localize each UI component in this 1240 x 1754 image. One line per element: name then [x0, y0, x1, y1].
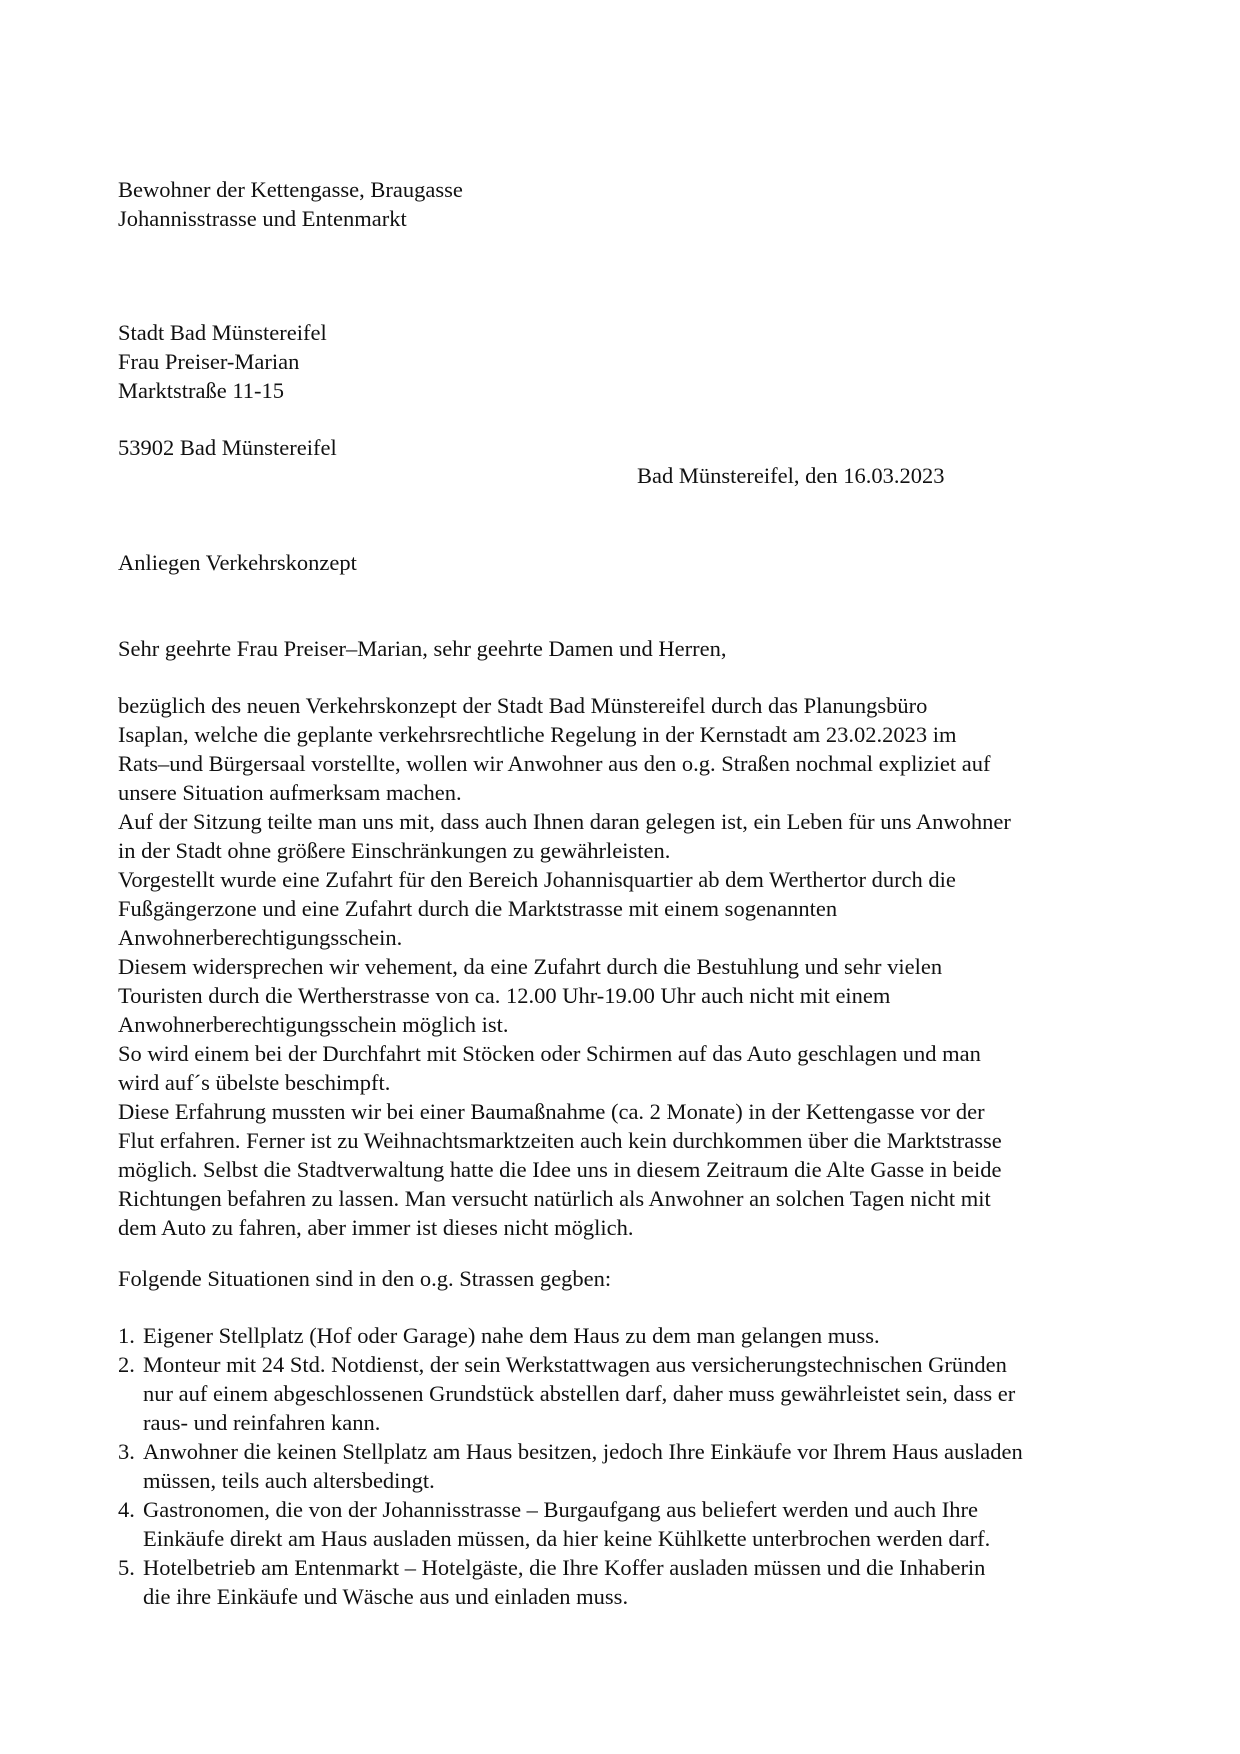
list-item-number: 1.	[118, 1323, 135, 1348]
subject-line: Anliegen Verkehrskonzept	[118, 550, 357, 575]
body-line: Anwohnerberechtigungsschein möglich ist.	[118, 1012, 509, 1037]
salutation	[118, 634, 1158, 663]
situation-list	[118, 1321, 1158, 1611]
body-line: Anwohnerberechtigungsschein.	[118, 925, 403, 950]
list-item-text: Einkäufe direkt am Haus ausladen müssen, da hier keine Kühlkette unterbrochen werden darf.	[143, 1526, 991, 1551]
list-item	[118, 1553, 1158, 1611]
list-item-text: raus- und reinfahren kann.	[143, 1410, 381, 1435]
list-item-text: Anwohner die keinen Stellplatz am Haus besitzen, jedoch Ihre Einkäufe vor Ihrem Haus ausladen	[143, 1439, 1023, 1464]
list-item-text: Eigener Stellplatz (Hof oder Garage) nahe dem Haus zu dem man gelangen muss.	[143, 1323, 880, 1348]
body-line: dem Auto zu fahren, aber immer ist dieses nicht möglich.	[118, 1215, 634, 1240]
sender-line: Johannisstrasse und Entenmarkt	[118, 206, 407, 231]
list-intro	[118, 1264, 1158, 1293]
letter-body	[118, 691, 1158, 1242]
recipient-city-line: 53902 Bad Münstereifel	[118, 435, 337, 460]
body-line: möglich. Selbst die Stadtverwaltung hatte die Idee uns in diesem Zeitraum die Alte Gasse in beide	[118, 1157, 1002, 1182]
body-line: Touristen durch die Wertherstrasse von ca. 12.00 Uhr-19.00 Uhr auch nicht mit einem	[118, 983, 891, 1008]
body-line: Diesem widersprechen wir vehement, da eine Zufahrt durch die Bestuhlung und sehr vielen	[118, 954, 943, 979]
sender-line: Bewohner der Kettengasse, Braugasse	[118, 177, 463, 202]
list-intro-line: Folgende Situationen sind in den o.g. Strassen gegben:	[118, 1266, 612, 1291]
body-line: in der Stadt ohne größere Einschränkungen zu gewährleisten.	[118, 838, 671, 863]
list-item	[118, 1437, 1158, 1495]
recipient-line: Stadt Bad Münstereifel	[118, 320, 327, 345]
list-item-text: müssen, teils auch altersbedingt.	[143, 1468, 435, 1493]
list-item-number: 4.	[118, 1497, 135, 1522]
salutation-line: Sehr geehrte Frau Preiser–Marian, sehr geehrte Damen und Herren,	[118, 636, 727, 661]
recipient-line: Marktstraße 11-15	[118, 378, 284, 403]
recipient-address	[118, 318, 1158, 405]
body-line: Auf der Sitzung teilte man uns mit, dass auch Ihnen daran gelegen ist, ein Leben für uns Anwohner	[118, 809, 1011, 834]
body-line: Flut erfahren. Ferner ist zu Weihnachtsmarktzeiten auch kein durchkommen über die Marktstrasse	[118, 1128, 1002, 1153]
list-item	[118, 1350, 1158, 1437]
body-line: Diese Erfahrung mussten wir bei einer Baumaßnahme (ca. 2 Monate) in der Kettengasse vor der	[118, 1099, 985, 1124]
list-item-text: Gastronomen, die von der Johannisstrasse – Burgaufgang aus beliefert werden und auch Ihre	[143, 1497, 978, 1522]
list-item-number: 2.	[118, 1352, 135, 1377]
subject	[118, 548, 1158, 577]
body-line: Rats–und Bürgersaal vorstellte, wollen wir Anwohner aus den o.g. Straßen nochmal expliziet auf	[118, 751, 991, 776]
recipient-line: Frau Preiser-Marian	[118, 349, 300, 374]
list-item-text: nur auf einem abgeschlossenen Grundstück abstellen darf, daher muss gewährleistet sein, dass er	[143, 1381, 1016, 1406]
sender-address	[118, 175, 1158, 233]
list-item	[118, 1495, 1158, 1553]
body-line: unsere Situation aufmerksam machen.	[118, 780, 462, 805]
list-item	[118, 1321, 1158, 1350]
body-line: Richtungen befahren zu lassen. Man versucht natürlich als Anwohner an solchen Tagen nicht mit	[118, 1186, 991, 1211]
body-line: wird auf´s übelste beschimpft.	[118, 1070, 391, 1095]
date-line: Bad Münstereifel, den 16.03.2023	[637, 463, 945, 488]
body-line: bezüglich des neuen Verkehrskonzept der Stadt Bad Münstereifel durch das Planungsbüro	[118, 693, 928, 718]
body-line: Isaplan, welche die geplante verkehrsrechtliche Regelung in der Kernstadt am 23.02.2023 im	[118, 722, 957, 747]
list-item-text: Hotelbetrieb am Entenmarkt – Hotelgäste, die Ihre Koffer ausladen müssen und die Inhaberin	[143, 1555, 986, 1580]
list-item-text: die ihre Einkäufe und Wäsche aus und einladen muss.	[143, 1584, 629, 1609]
list-item-text: Monteur mit 24 Std. Notdienst, der sein Werkstattwagen aus versicherungstechnischen Gründen	[143, 1352, 1007, 1377]
body-line: So wird einem bei der Durchfahrt mit Stöcken oder Schirmen auf das Auto geschlagen und man	[118, 1041, 981, 1066]
body-line: Vorgestellt wurde eine Zufahrt für den Bereich Johannisquartier ab dem Werthertor durch die	[118, 867, 956, 892]
list-item-number: 5.	[118, 1555, 135, 1580]
body-line: Fußgängerzone und eine Zufahrt durch die Marktstrasse mit einem sogenannten	[118, 896, 838, 921]
recipient-city	[118, 433, 1158, 462]
list-item-number: 3.	[118, 1439, 135, 1464]
